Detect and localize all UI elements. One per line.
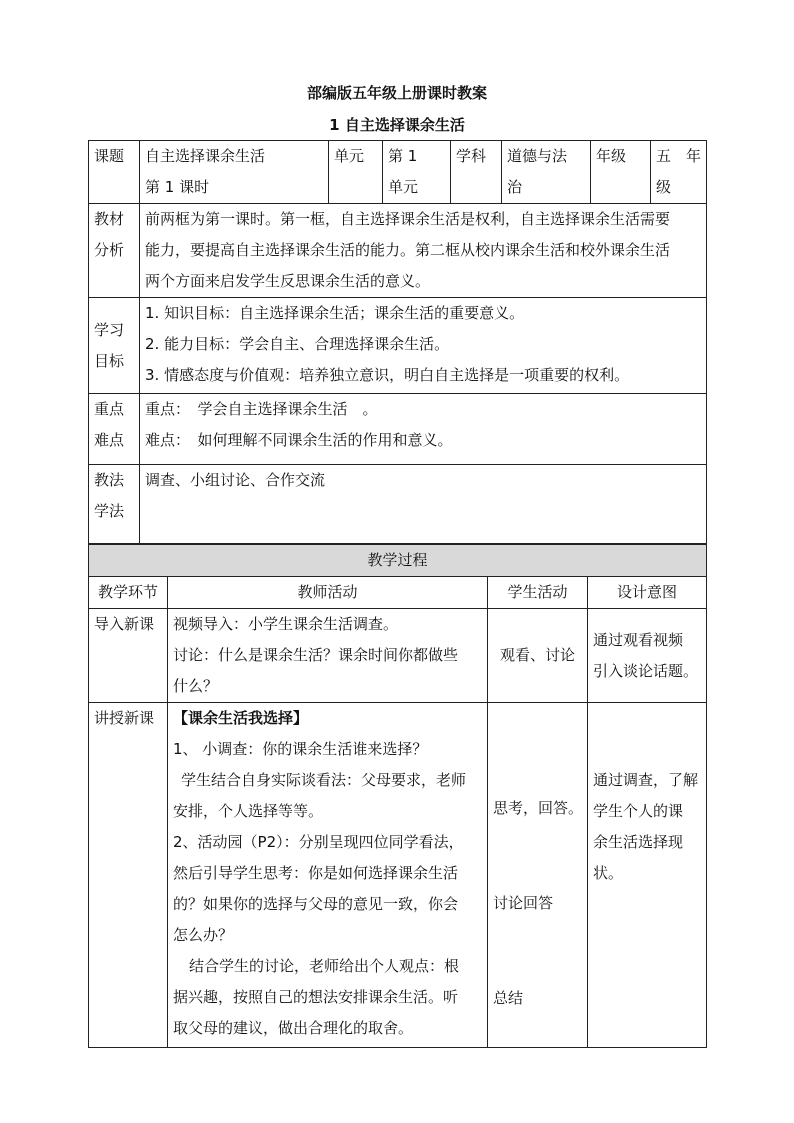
col-teacher-header: 教师活动	[168, 577, 488, 609]
methods-text: 调查、小组讨论、合作交流	[140, 465, 707, 544]
student-activity-summary: 总结	[493, 989, 524, 1007]
lecture-design-intent: 通过调查，了解 学生个人的课 余生活选择现 状。	[588, 703, 707, 1048]
teaching-process-table	[88, 544, 707, 1048]
keypoints-row	[89, 394, 707, 465]
document-title: 部编版五年级上册课时教案	[306, 84, 487, 102]
methods-label: 教法 学法	[89, 465, 140, 544]
subject-value: 道德与法 治	[502, 141, 591, 204]
process-header: 教学过程	[89, 545, 707, 577]
lecture-student-activity	[488, 703, 588, 1048]
unit-value: 第 1 单元	[383, 141, 451, 204]
goals-text: 1. 知识目标：自主选择课余生活；课余生活的重要意义。 2. 能力目标：学会自主、合理选择课余生活。 3. 情感态度与价值观：培养独立意识，明白自主选择是一项重要的权利。	[140, 298, 707, 394]
analysis-text: 前两框为第一课时。第一框，自主选择课余生活是权利，自主选择课余生活需要 能力，要提高自主选择课余生活的能力。第二框从校内课余生活和校外课余生活 两个方面来启发学生反思课余生活的意义。	[140, 204, 707, 298]
process-header-row	[89, 545, 707, 577]
keypoints-label: 重点 难点	[89, 394, 140, 465]
student-activity-discuss: 讨论回答	[493, 894, 554, 912]
intro-row	[89, 609, 707, 703]
lecture-teacher-activity: 【课余生活我选择】 1、 小调查：你的课余生活谁来选择？ 学生结合自身实际谈看法：父母要求，老师 安排，个人选择等等。 2、活动园（P2）：分别呈现四位同学看法， 然后引导学生思考：你是如何选择课余生活 的？如果你的选择与父母的意见一致，你会 怎么办？ 结合学生的讨论，老师给出个人观点：根 据兴趣，按照自己的想法安排课余生活。听 取父母的建议，做出合理化的取舍。	[168, 703, 488, 1048]
intro-teacher-activity: 视频导入：小学生课余生活调查。 讨论：什么是课余生活？课余时间你都做些 什么？	[168, 609, 488, 703]
student-activity-think: 思考，回答。	[493, 799, 584, 817]
analysis-row	[89, 204, 707, 298]
lecture-row	[89, 703, 707, 1048]
unit-label: 单元	[329, 141, 383, 204]
col-stage-header: 教学环节	[89, 577, 168, 609]
topic-label: 课题	[89, 141, 140, 204]
topic-value: 自主选择课余生活 第 1 课时	[140, 141, 329, 204]
analysis-label: 教材 分析	[89, 204, 140, 298]
intro-stage: 导入新课	[89, 609, 168, 703]
grade-value: 五 年 级	[651, 141, 707, 204]
intro-design-intent: 通过观看视频 引入谈论话题。	[588, 609, 707, 703]
lecture-stage: 讲授新课	[89, 703, 168, 1048]
col-student-header: 学生活动	[488, 577, 588, 609]
process-columns-row	[89, 577, 707, 609]
subject-label: 学科	[451, 141, 502, 204]
keypoints-text: 重点： 学会自主选择课余生活 。 难点： 如何理解不同课余生活的作用和意义。	[140, 394, 707, 465]
lesson-title: 1 自主选择课余生活	[329, 116, 465, 134]
intro-student-activity: 观看、讨论	[488, 609, 588, 703]
info-row	[89, 141, 707, 204]
grade-label: 年级	[591, 141, 651, 204]
lesson-info-table	[88, 140, 707, 544]
col-design-header: 设计意图	[588, 577, 707, 609]
goals-label: 学习 目标	[89, 298, 140, 394]
goals-row	[89, 298, 707, 394]
methods-row	[89, 465, 707, 544]
